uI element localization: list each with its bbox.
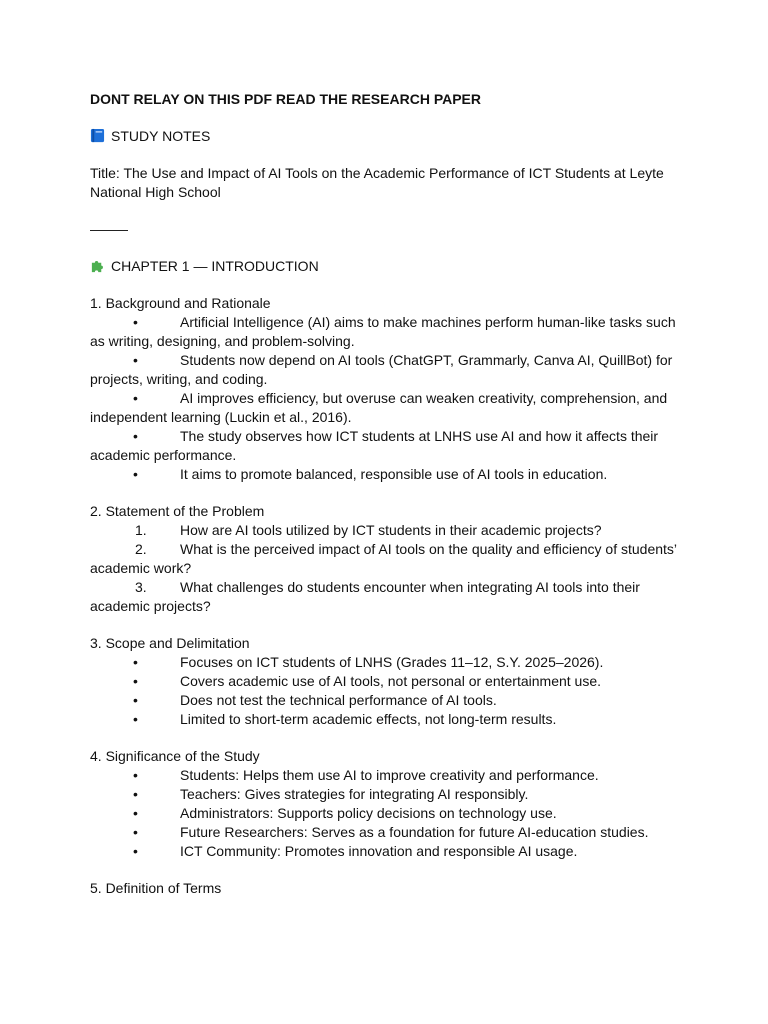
list-item (90, 389, 690, 427)
list-item-text: Students now depend on AI tools (ChatGPT, Grammarly, Canva AI, QuillBot) for projects, writing, and coding. (90, 352, 673, 387)
bullet-marker: • (133, 711, 138, 727)
bullet-marker: • (133, 786, 138, 802)
list-item (90, 672, 690, 691)
significance-list (90, 766, 690, 861)
list-item-text: The study observes how ICT students at LNHS use AI and how it affects their academic performance. (90, 428, 659, 463)
list-item (90, 710, 690, 729)
list-item-text: Focuses on ICT students of LNHS (Grades 11–12, S.Y. 2025–2026). (180, 654, 604, 670)
item-number: 3. (135, 579, 147, 595)
section-heading-significance: 4. Significance of the Study (90, 748, 260, 764)
list-item-text: Limited to short-term academic effects, not long-term results. (180, 711, 557, 727)
chapter-heading (90, 257, 690, 276)
list-item-text: Covers academic use of AI tools, not personal or entertainment use. (180, 673, 602, 689)
study-notes-heading (90, 127, 690, 146)
blue-book-icon (90, 128, 105, 143)
list-item (90, 842, 690, 861)
list-item-text: Administrators: Supports policy decisions on technology use. (180, 805, 557, 821)
bullet-marker: • (133, 654, 138, 670)
background-list (90, 313, 690, 484)
bullet-marker: • (133, 824, 138, 840)
list-item (90, 351, 690, 389)
list-item (90, 653, 690, 672)
bullet-marker: • (133, 692, 138, 708)
bullet-marker: • (133, 428, 138, 444)
problem-list (90, 521, 690, 616)
bullet-marker: • (133, 352, 138, 368)
bullet-marker: • (133, 767, 138, 783)
bullet-marker: • (133, 314, 138, 330)
list-item (90, 313, 690, 351)
list-item-text: Artificial Intelligence (AI) aims to make machines perform human-like tasks such as writing, designing, and problem-solving. (90, 314, 676, 349)
list-item (90, 465, 690, 484)
chapter-label: CHAPTER 1 — INTRODUCTION (111, 258, 319, 274)
item-number: 2. (135, 541, 147, 557)
list-item-text: AI improves efficiency, but overuse can weaken creativity, comprehension, and independent learning (Luckin et al., 2016). (90, 390, 668, 425)
paper-title: Title: The Use and Impact of AI Tools on the Academic Performance of ICT Students at Leyte National High School (90, 165, 664, 200)
bullet-marker: • (133, 673, 138, 689)
list-item (90, 691, 690, 710)
puzzle-piece-icon (90, 258, 105, 273)
scope-list (90, 653, 690, 729)
list-item (90, 823, 690, 842)
bullet-marker: • (133, 843, 138, 859)
list-item-text: Teachers: Gives strategies for integrating AI responsibly. (180, 786, 529, 802)
bullet-marker: • (133, 805, 138, 821)
list-item (90, 785, 690, 804)
list-item (90, 427, 690, 465)
list-item (90, 804, 690, 823)
list-item-text: How are AI tools utilized by ICT students in their academic projects? (180, 522, 602, 538)
bullet-marker: • (133, 466, 138, 482)
list-item (90, 540, 690, 578)
bullet-marker: • (133, 390, 138, 406)
document-page (90, 90, 690, 898)
list-item-text: It aims to promote balanced, responsible use of AI tools in education. (180, 466, 608, 482)
list-item (90, 766, 690, 785)
study-notes-label: STUDY NOTES (111, 128, 211, 144)
section-heading-definitions: 5. Definition of Terms (90, 880, 222, 896)
list-item-text: Future Researchers: Serves as a foundation for future AI-education studies. (180, 824, 649, 840)
section-heading-scope: 3. Scope and Delimitation (90, 635, 250, 651)
list-item-text: Students: Helps them use AI to improve creativity and performance. (180, 767, 599, 783)
list-item-text: What is the perceived impact of AI tools on the quality and efficiency of students’ academic work? (90, 541, 677, 576)
list-item-text: Does not test the technical performance of AI tools. (180, 692, 497, 708)
section-heading-background: 1. Background and Rationale (90, 295, 271, 311)
section-heading-problem: 2. Statement of the Problem (90, 503, 265, 519)
list-item (90, 521, 690, 540)
list-item-text: What challenges do students encounter when integrating AI tools into their academic projects? (90, 579, 640, 614)
item-number: 1. (135, 522, 147, 538)
list-item (90, 578, 690, 616)
notice-heading: DONT RELAY ON THIS PDF READ THE RESEARCH PAPER (90, 91, 482, 107)
list-item-text: ICT Community: Promotes innovation and responsible AI usage. (180, 843, 578, 859)
